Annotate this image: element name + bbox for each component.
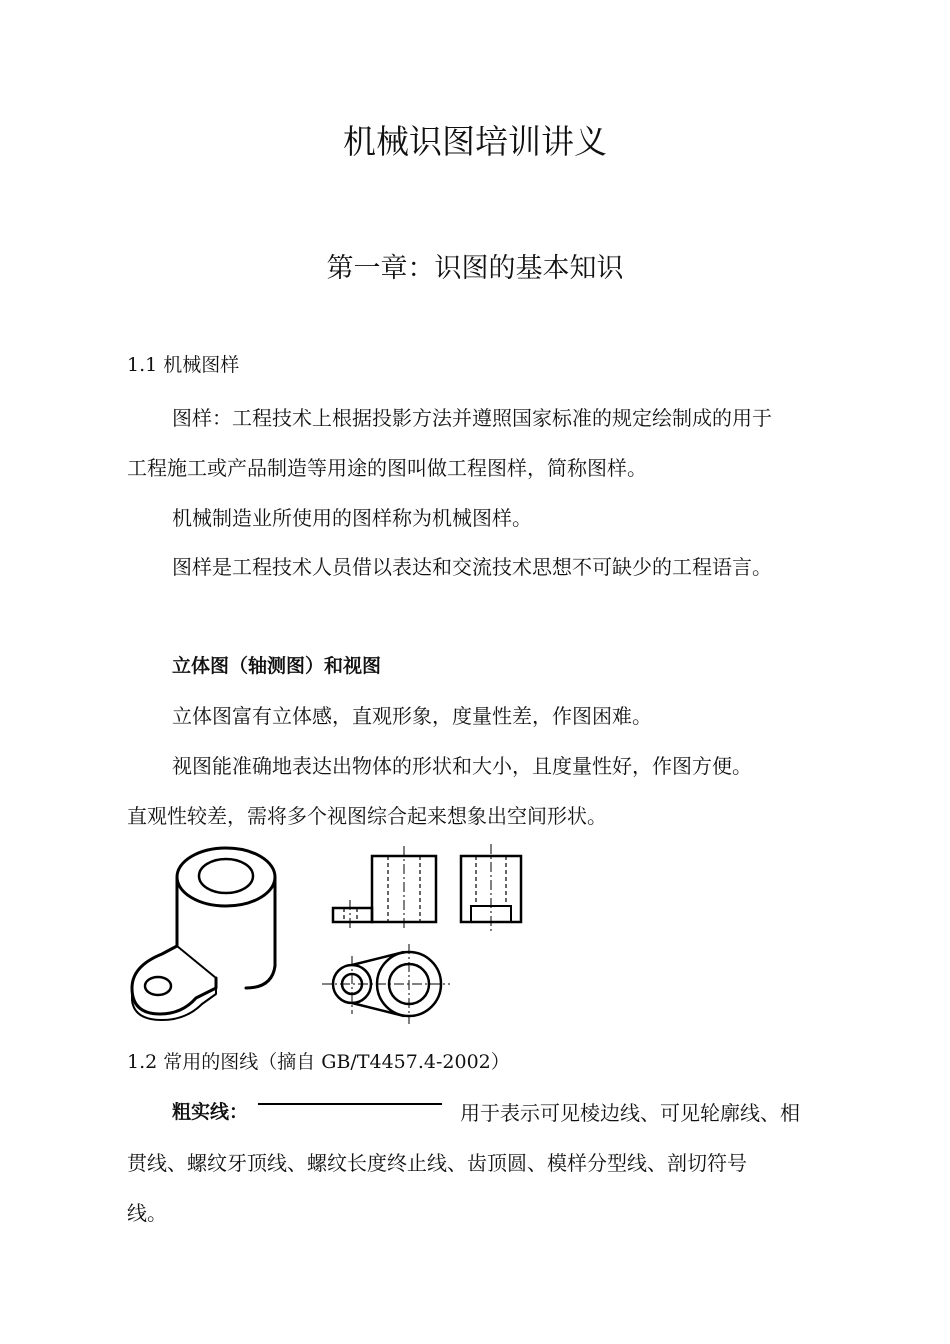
thick-line-description-line-3: 线。	[127, 1201, 167, 1225]
engineering-drawing-figure	[126, 838, 556, 1028]
section-heading-1-2: 1.2 常用的图线（摘自 GB/T4457.4-2002）	[127, 1051, 510, 1073]
lug-top-edge	[177, 946, 216, 978]
top-view	[322, 944, 450, 1024]
cylinder-right-edge	[246, 878, 275, 988]
paragraph-2: 机械制造业所使用的图样称为机械图样。	[172, 506, 532, 530]
subsection-paragraph-2-line-2: 直观性较差，需将多个视图综合起来想象出空间形状。	[127, 804, 607, 828]
thick-line-description-line-2: 贯线、螺纹牙顶线、螺纹长度终止线、齿顶圆、模样分型线、剖切符号	[127, 1151, 747, 1175]
chapter-title: 第一章：识图的基本知识	[326, 253, 624, 284]
front-view	[333, 846, 436, 930]
subsection-heading: 立体图（轴测图）和视图	[172, 655, 382, 677]
subsection-paragraph-1: 立体图富有立体感，直观形象，度量性差，作图困难。	[172, 704, 652, 728]
page-title: 机械识图培训讲义	[343, 122, 607, 161]
paragraph-3: 图样是工程技术人员借以表达和交流技术思想不可缺少的工程语言。	[172, 555, 772, 579]
cylinder-top-ellipse	[177, 848, 275, 906]
subsection-paragraph-2-line-1: 视图能准确地表达出物体的形状和大小，且度量性好，作图方便。	[172, 754, 752, 778]
lug-hole	[145, 977, 171, 995]
thick-line-description-line-1: 用于表示可见棱边线、可见轮廓线、相	[460, 1101, 800, 1125]
section-heading-1-1: 1.1 机械图样	[127, 354, 240, 376]
side-view	[461, 844, 521, 932]
cylinder-bore-ellipse	[199, 859, 253, 893]
thick-line-label: 粗实线：	[172, 1101, 249, 1123]
front-view-lug	[333, 908, 372, 922]
thick-solid-line-sample	[258, 1103, 442, 1105]
paragraph-1-line-1: 图样：工程技术上根据投影方法并遵照国家标准的规定绘制成的用于	[172, 406, 772, 430]
paragraph-1-line-2: 工程施工或产品制造等用途的图叫做工程图样，简称图样。	[127, 456, 647, 480]
